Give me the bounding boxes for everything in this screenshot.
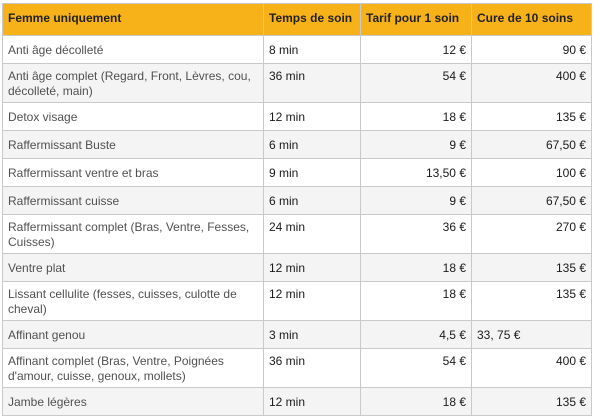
service-duration: 24 min bbox=[264, 215, 361, 254]
price-table bbox=[2, 3, 592, 416]
service-duration: 12 min bbox=[264, 388, 361, 416]
cure-price: 67,50 € bbox=[472, 187, 592, 215]
header-service: Femme uniquement bbox=[3, 4, 264, 36]
service-duration: 12 min bbox=[264, 282, 361, 321]
table-row bbox=[3, 103, 592, 131]
single-price: 54 € bbox=[361, 64, 472, 103]
cure-price: 400 € bbox=[472, 64, 592, 103]
table-row bbox=[3, 321, 592, 349]
table-row bbox=[3, 215, 592, 254]
service-name: Anti âge décolleté bbox=[3, 36, 264, 64]
table-row bbox=[3, 36, 592, 64]
header-price-single: Tarif pour 1 soin bbox=[361, 4, 472, 36]
single-price: 13,50 € bbox=[361, 159, 472, 187]
single-price: 54 € bbox=[361, 349, 472, 388]
service-name: Anti âge complet (Regard, Front, Lèvres, cou, décolleté, main) bbox=[3, 64, 264, 103]
service-name: Affinant genou bbox=[3, 321, 264, 349]
header-duration: Temps de soin bbox=[264, 4, 361, 36]
service-name: Affinant complet (Bras, Ventre, Poignées d'amour, cuisse, genoux, mollets) bbox=[3, 349, 264, 388]
cure-price: 100 € bbox=[472, 159, 592, 187]
single-price: 9 € bbox=[361, 187, 472, 215]
service-name: Jambe légères bbox=[3, 388, 264, 416]
service-duration: 36 min bbox=[264, 349, 361, 388]
service-duration: 6 min bbox=[264, 131, 361, 159]
table-row bbox=[3, 159, 592, 187]
cure-price: 90 € bbox=[472, 36, 592, 64]
service-duration: 9 min bbox=[264, 159, 361, 187]
cure-price: 135 € bbox=[472, 282, 592, 321]
single-price: 4,5 € bbox=[361, 321, 472, 349]
table-row bbox=[3, 388, 592, 416]
service-name: Lissant cellulite (fesses, cuisses, culotte de cheval) bbox=[3, 282, 264, 321]
single-price: 18 € bbox=[361, 282, 472, 321]
table-row bbox=[3, 254, 592, 282]
cure-price: 135 € bbox=[472, 254, 592, 282]
table-row bbox=[3, 131, 592, 159]
single-price: 36 € bbox=[361, 215, 472, 254]
cure-price: 135 € bbox=[472, 388, 592, 416]
service-name: Ventre plat bbox=[3, 254, 264, 282]
service-name: Raffermissant Buste bbox=[3, 131, 264, 159]
header-row bbox=[3, 4, 592, 36]
single-price: 9 € bbox=[361, 131, 472, 159]
service-duration: 3 min bbox=[264, 321, 361, 349]
service-duration: 8 min bbox=[264, 36, 361, 64]
single-price: 12 € bbox=[361, 36, 472, 64]
service-duration: 12 min bbox=[264, 254, 361, 282]
service-duration: 6 min bbox=[264, 187, 361, 215]
service-name: Raffermissant complet (Bras, Ventre, Fesses, Cuisses) bbox=[3, 215, 264, 254]
service-name: Detox visage bbox=[3, 103, 264, 131]
cure-price: 400 € bbox=[472, 349, 592, 388]
table-row bbox=[3, 187, 592, 215]
cure-price: 270 € bbox=[472, 215, 592, 254]
cure-price: 67,50 € bbox=[472, 131, 592, 159]
cure-price: 33, 75 € bbox=[472, 321, 592, 349]
service-name: Raffermissant ventre et bras bbox=[3, 159, 264, 187]
table-row bbox=[3, 64, 592, 103]
cure-price: 135 € bbox=[472, 103, 592, 131]
table-row bbox=[3, 349, 592, 388]
single-price: 18 € bbox=[361, 103, 472, 131]
service-duration: 12 min bbox=[264, 103, 361, 131]
service-duration: 36 min bbox=[264, 64, 361, 103]
table-row bbox=[3, 282, 592, 321]
header-price-cure: Cure de 10 soins bbox=[472, 4, 592, 36]
service-name: Raffermissant cuisse bbox=[3, 187, 264, 215]
single-price: 18 € bbox=[361, 254, 472, 282]
single-price: 18 € bbox=[361, 388, 472, 416]
